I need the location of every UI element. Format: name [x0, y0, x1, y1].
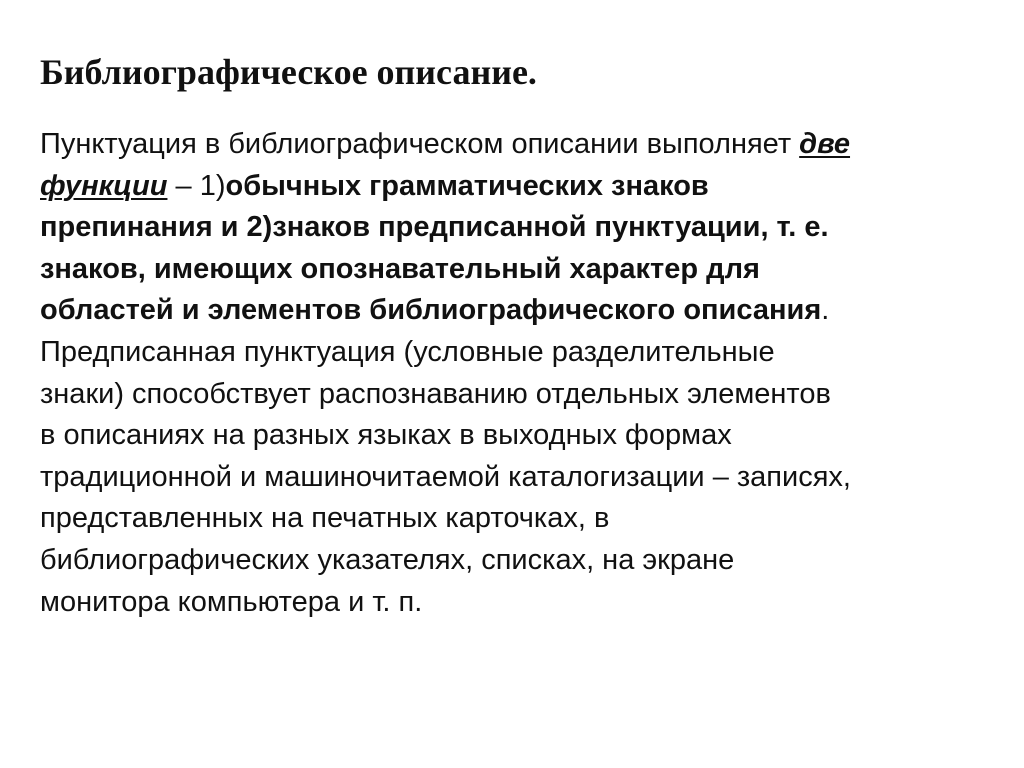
bold-text: обычных грамматических знаков — [225, 169, 709, 202]
slide-title: Библиографическое описание. — [40, 52, 537, 92]
emphasis-functions: функции — [40, 169, 168, 202]
emphasis-two: две — [799, 128, 851, 160]
body-line-2 — [40, 166, 1000, 208]
body-line-6: Предписанная пунктуация (условные разделительные — [40, 335, 775, 368]
body-line-12: монитора компьютера и т. п. — [40, 585, 423, 618]
body-text: . — [821, 294, 830, 327]
body-line-7: знаки) способствует распознаванию отдельных элементов — [40, 377, 831, 410]
body-line-11: библиографических указателях, списках, на экране — [40, 543, 735, 576]
slide-body-text — [40, 124, 1000, 623]
body-line-5 — [40, 290, 1000, 332]
body-line-8: в описаниях на разных языках в выходных формах — [40, 419, 732, 452]
body-line-9: традиционной и машиночитаемой каталогизации – записях, — [40, 460, 851, 493]
body-line-4: знаков, имеющих опознавательный характер для — [40, 252, 760, 285]
body-text: – 1) — [167, 169, 226, 202]
body-text: Пунктуация в библиографическом описании выполняет — [40, 128, 800, 160]
body-line-10: представленных на печатных карточках, в — [40, 502, 610, 535]
bold-text: областей и элементов библиографического описания — [40, 294, 822, 327]
body-line-1 — [40, 124, 1000, 166]
body-line-3: препинания и 2)знаков предписанной пунктуации, т. е. — [40, 211, 829, 244]
